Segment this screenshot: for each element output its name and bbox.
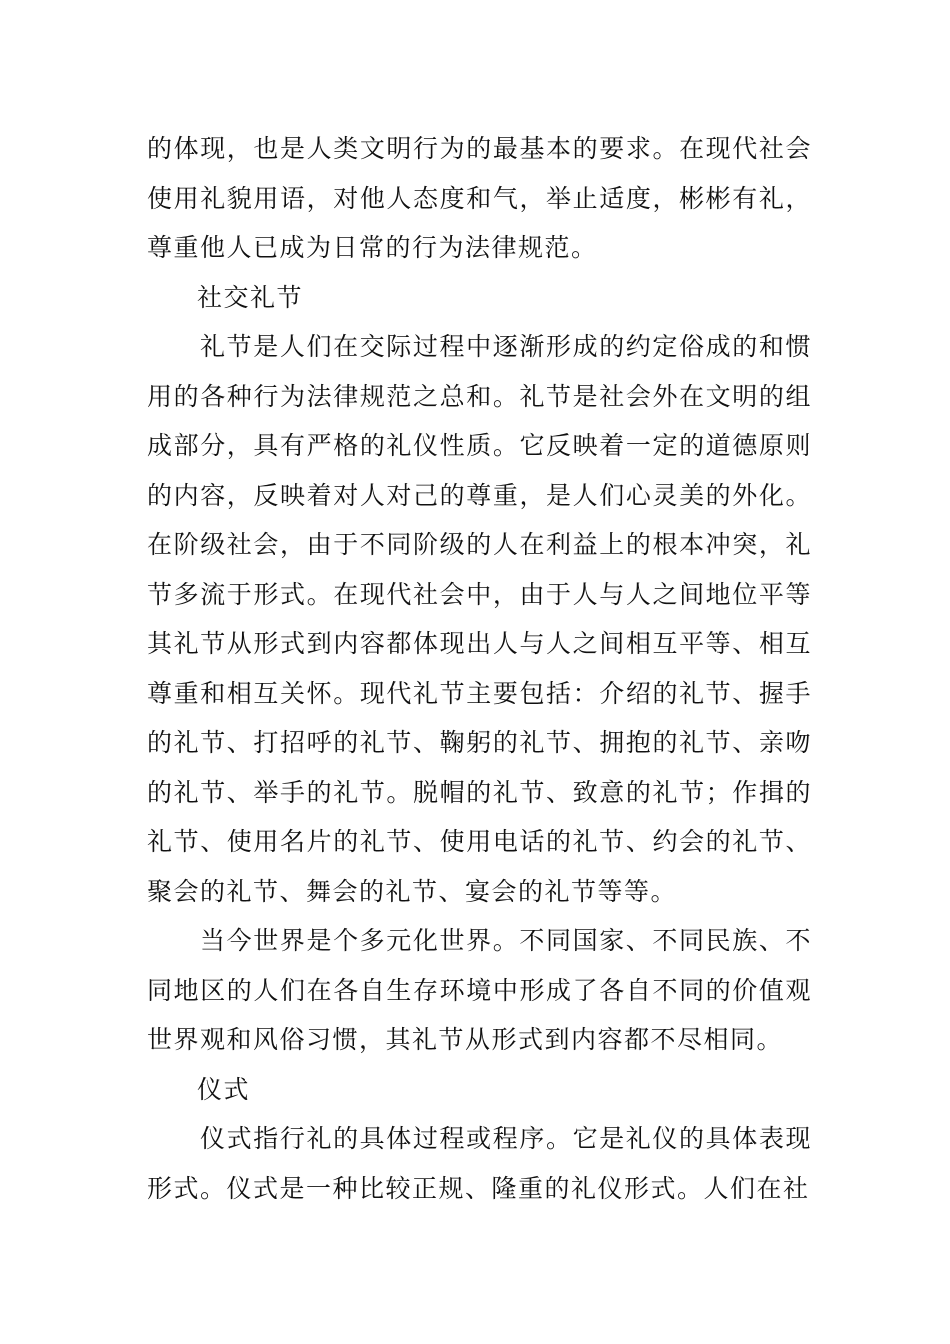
section-heading-social-etiquette: 社交礼节 [197, 282, 304, 312]
paragraph-ceremony-definition: 仪式指行礼的具体过程或程序。它是礼仪的具体表现形式。仪式是一种比较正规、隆重的礼仪形式。人们在社 [147, 1124, 812, 1203]
paragraph-multicultural-world: 当今世界是个多元化世界。不同国家、不同民族、不同地区的人们在各自生存环境中形成了各自不同的价值观世界观和风俗习惯，其礼节从形式到内容都不尽相同。 [147, 926, 812, 1054]
paragraph-etiquette-definition: 礼节是人们在交际过程中逐渐形成的约定俗成的和惯用的各种行为法律规范之总和。礼节是社会外在文明的组成部分，具有严格的礼仪性质。它反映着一定的道德原则的内容，反映着对人对己的尊重，是人们心灵美的外化。在阶级社会，由于不同阶级的人在利益上的根本冲突，礼节多流于形式。在现代社会中，由于人与人之间地位平等其礼节从形式到内容都体现出人与人之间相互平等、相互尊重和相互关怀。现代礼节主要包括：介绍的礼节、握手的礼节、打招呼的礼节、鞠躬的礼节、拥抱的礼节、亲吻的礼节、举手的礼节。脱帽的礼节、致意的礼节；作揖的礼节、使用名片的礼节、使用电话的礼节、约会的礼节、聚会的礼节、舞会的礼节、宴会的礼节等等。 [147, 332, 812, 906]
paragraph-intro-continued: 的体现，也是人类文明行为的最基本的要求。在现代社会使用礼貌用语，对他人态度和气，举止适度，彬彬有礼，尊重他人已成为日常的行为法律规范。 [147, 134, 812, 262]
section-heading-ceremony: 仪式 [197, 1074, 251, 1104]
document-body [147, 124, 812, 1213]
